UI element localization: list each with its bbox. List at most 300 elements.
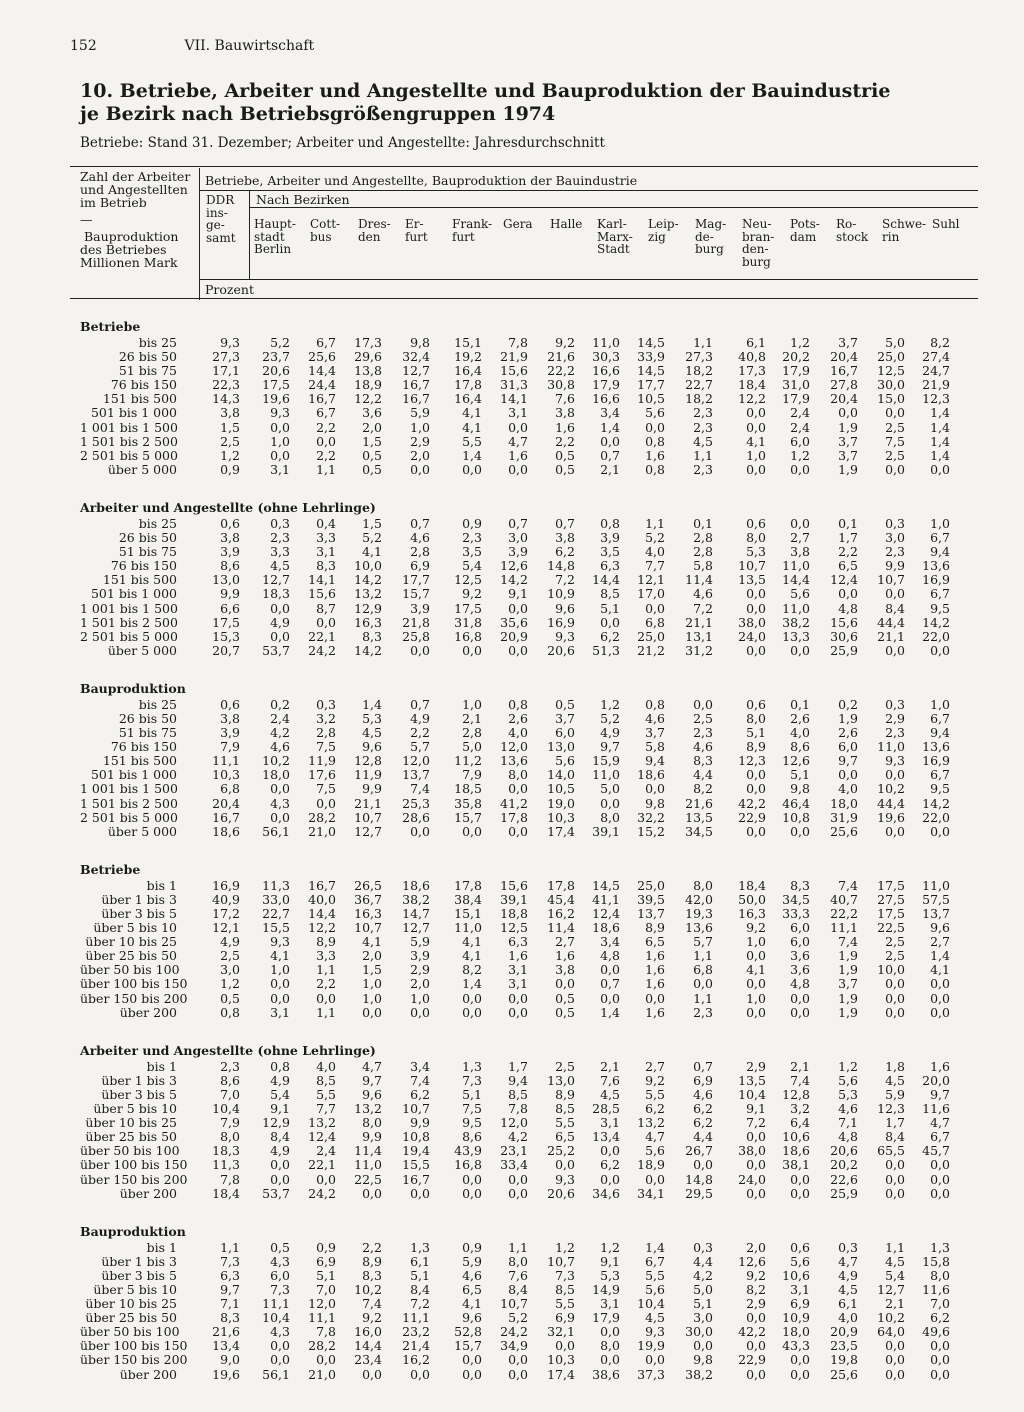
- table-cell: 0,0: [508, 600, 528, 616]
- table-row: [80, 879, 980, 893]
- table-cell: 19,3: [685, 906, 713, 921]
- table-cell: 0,0: [316, 433, 336, 449]
- table-cell: 2,2: [410, 725, 430, 741]
- table-cell: 7,5: [885, 433, 905, 449]
- table-cell: 20,4: [830, 349, 858, 365]
- table-cell: 16,3: [738, 906, 766, 921]
- table-cell: 17,9: [592, 377, 620, 393]
- table-cell: 8,4: [508, 1281, 528, 1297]
- table-cell: 37,3: [637, 1366, 665, 1382]
- table-cell: 16,7: [308, 391, 336, 407]
- row-label: 51 bis 75: [118, 725, 177, 741]
- table-cell: 1,6: [645, 447, 665, 463]
- table-cell: 19,2: [454, 349, 482, 365]
- table-row: [80, 992, 980, 1006]
- table-cell: 2,0: [362, 948, 382, 964]
- table-cell: 24,7: [922, 363, 950, 379]
- table-cell: 0,5: [362, 447, 382, 463]
- column-header-line: rin: [882, 229, 900, 244]
- table-cell: 2,5: [220, 948, 240, 964]
- column-header: [310, 218, 340, 243]
- table-cell: 5,2: [645, 530, 665, 546]
- table-cell: 25,3: [402, 795, 430, 811]
- table-cell: 16,3: [354, 614, 382, 630]
- row-label: über 10 bis 25: [85, 1115, 177, 1131]
- table-cell: 1,1: [508, 1239, 528, 1255]
- table-cell: 2,3: [693, 725, 713, 741]
- column-header-line: zig: [648, 229, 666, 244]
- table-cell: 4,1: [930, 962, 950, 978]
- table-cell: 1,2: [838, 1058, 858, 1074]
- table-cell: 6,2: [410, 1086, 430, 1102]
- table-cell: 4,1: [270, 948, 290, 964]
- table-row: [80, 1339, 980, 1353]
- table-cell: 0,0: [600, 795, 620, 811]
- row-label: über 150 bis 200: [80, 1352, 188, 1368]
- row-label: über 5 bis 10: [93, 920, 177, 936]
- table-cell: 4,5: [362, 725, 382, 741]
- table-cell: 1,6: [555, 948, 575, 964]
- table-cell: 1,3: [410, 1239, 430, 1255]
- table-cell: 1,9: [838, 1004, 858, 1020]
- table-cell: 1,0: [410, 990, 430, 1006]
- column-header: [503, 218, 533, 231]
- table-cell: 6,8: [693, 962, 713, 978]
- table-cell: 6,7: [930, 530, 950, 546]
- table-cell: 7,3: [555, 1267, 575, 1283]
- table-cell: 17,4: [547, 823, 575, 839]
- table-row: [80, 811, 980, 825]
- table-cell: 6,2: [930, 1310, 950, 1326]
- table-cell: 0,0: [746, 1157, 766, 1173]
- table-cell: 6,5: [555, 1129, 575, 1145]
- table-cell: 0,0: [462, 990, 482, 1006]
- table-cell: 9,4: [930, 544, 950, 560]
- table-cell: 4,2: [508, 1129, 528, 1145]
- table-cell: 13,5: [738, 572, 766, 588]
- table-cell: 0,0: [693, 1157, 713, 1173]
- table-cell: 9,5: [930, 600, 950, 616]
- table-cell: 0,0: [885, 1171, 905, 1187]
- table-cell: 0,0: [600, 1324, 620, 1340]
- table-cell: 29,5: [685, 1185, 713, 1201]
- table-cell: 22,1: [308, 1157, 336, 1173]
- table-cell: 19,9: [637, 1338, 665, 1354]
- table-cell: 7,8: [508, 1101, 528, 1117]
- table-cell: 0,0: [270, 1171, 290, 1187]
- table-cell: 5,5: [316, 1086, 336, 1102]
- table-cell: 11,0: [454, 920, 482, 936]
- table-cell: 14,4: [592, 572, 620, 588]
- table-cell: 35,8: [454, 795, 482, 811]
- table-cell: 0,9: [462, 515, 482, 531]
- column-header-line: Neu-: [742, 217, 772, 231]
- column-header-line: Haupt-: [254, 217, 296, 231]
- table-cell: 9,6: [362, 1086, 382, 1102]
- table-cell: 17,8: [454, 877, 482, 893]
- table-cell: 25,6: [308, 349, 336, 365]
- table-row: [80, 698, 980, 712]
- table-cell: 34,1: [637, 1185, 665, 1201]
- table-cell: 2,5: [693, 710, 713, 726]
- table-cell: 6,5: [645, 934, 665, 950]
- table-cell: 2,5: [885, 948, 905, 964]
- table-cell: 16,9: [212, 877, 240, 893]
- table-cell: 25,0: [637, 877, 665, 893]
- row-label: 26 bis 50: [118, 710, 177, 726]
- table-cell: 5,9: [885, 1086, 905, 1102]
- table-row: [80, 977, 980, 991]
- table-row: [80, 1006, 980, 1020]
- table-title-line1: 10. Betriebe, Arbeiter und Angestellte und Bauproduktion der Bauindustrie: [80, 80, 891, 102]
- row-label: über 50 bis 100: [80, 1143, 180, 1159]
- table-cell: 1,2: [600, 696, 620, 712]
- table-cell: 1,3: [462, 1058, 482, 1074]
- table-cell: 6,7: [930, 767, 950, 783]
- column-header-line: ge-: [206, 218, 225, 232]
- table-cell: 1,2: [220, 976, 240, 992]
- table-cell: 0,0: [746, 1366, 766, 1382]
- table-cell: 3,6: [790, 962, 810, 978]
- table-cell: 4,7: [838, 1253, 858, 1269]
- table-cell: 0,0: [508, 990, 528, 1006]
- table-cell: 0,0: [790, 823, 810, 839]
- table-cell: 0,2: [838, 696, 858, 712]
- column-header-line: Karl-: [597, 217, 627, 231]
- table-cell: 3,4: [600, 934, 620, 950]
- table-cell: 0,0: [790, 990, 810, 1006]
- column-header-line: Gera: [503, 217, 533, 231]
- table-cell: 5,5: [555, 1296, 575, 1312]
- table-cell: 19,4: [402, 1143, 430, 1159]
- table-cell: 14,5: [637, 335, 665, 350]
- table-cell: 6,0: [790, 920, 810, 936]
- table-cell: 7,9: [220, 1115, 240, 1131]
- table-cell: 0,0: [746, 586, 766, 602]
- table-cell: 4,0: [838, 781, 858, 797]
- table-cell: 13,2: [308, 1115, 336, 1131]
- column-header-line: Berlin: [254, 242, 292, 256]
- table-cell: 5,6: [645, 1143, 665, 1159]
- table-cell: 7,7: [316, 1101, 336, 1117]
- table-cell: 0,0: [270, 1352, 290, 1368]
- table-cell: 2,9: [410, 962, 430, 978]
- table-cell: 9,3: [555, 628, 575, 644]
- table-cell: 4,6: [410, 530, 430, 546]
- table-cell: 19,6: [262, 391, 290, 407]
- table-cell: 22,3: [212, 377, 240, 393]
- table-cell: 14,5: [637, 363, 665, 379]
- table-cell: 12,3: [922, 391, 950, 407]
- table-cell: 17,8: [547, 877, 575, 893]
- table-cell: 0,7: [410, 696, 430, 712]
- table-cell: 2,3: [885, 725, 905, 741]
- table-cell: 0,6: [220, 696, 240, 712]
- table-cell: 3,9: [600, 530, 620, 546]
- table-cell: 3,8: [555, 962, 575, 978]
- table-cell: 0,0: [885, 1366, 905, 1382]
- table-cell: 2,0: [746, 1239, 766, 1255]
- row-label: 26 bis 50: [118, 349, 177, 365]
- table-cell: 6,0: [270, 1267, 290, 1283]
- table-cell: 25,6: [830, 823, 858, 839]
- table-cell: 10,4: [738, 1086, 766, 1102]
- row-label: 501 bis 1 000: [90, 586, 177, 602]
- table-cell: 21,1: [685, 614, 713, 630]
- table-cell: 34,5: [782, 891, 810, 907]
- section-title: Bauproduktion: [80, 680, 186, 696]
- table-cell: 35,6: [500, 614, 528, 630]
- table-cell: 0,0: [930, 823, 950, 839]
- table-cell: 2,2: [555, 433, 575, 449]
- table-cell: 0,4: [316, 515, 336, 531]
- table-cell: 0,0: [930, 1352, 950, 1368]
- table-cell: 15,6: [500, 877, 528, 893]
- table-cell: 5,2: [362, 530, 382, 546]
- table-cell: 3,7: [645, 725, 665, 741]
- row-label: über 5 000: [107, 642, 177, 658]
- table-cell: 0,0: [930, 1157, 950, 1173]
- table-cell: 1,6: [645, 962, 665, 978]
- table-cell: 0,0: [790, 1366, 810, 1382]
- table-cell: 1,4: [930, 447, 950, 463]
- table-cell: 0,0: [316, 990, 336, 1006]
- table-cell: 1,4: [930, 419, 950, 435]
- table-cell: 0,3: [838, 1239, 858, 1255]
- table-cell: 33,9: [637, 349, 665, 365]
- table-cell: 1,0: [362, 990, 382, 1006]
- table-cell: 4,1: [462, 934, 482, 950]
- table-cell: 13,2: [354, 586, 382, 602]
- table-cell: 2,7: [555, 934, 575, 950]
- table-cell: 7,3: [270, 1281, 290, 1297]
- table-cell: 17,5: [212, 614, 240, 630]
- table-cell: 0,0: [462, 1366, 482, 1382]
- row-label: bis 1: [146, 1239, 177, 1255]
- table-cell: 9,9: [410, 1115, 430, 1131]
- table-cell: 0,0: [410, 642, 430, 658]
- table-cell: 40,9: [212, 891, 240, 907]
- table-cell: 13,7: [402, 767, 430, 783]
- table-cell: 16,9: [922, 753, 950, 769]
- table-row: [80, 517, 980, 531]
- table-cell: 21,0: [308, 823, 336, 839]
- table-cell: 3,1: [270, 1004, 290, 1020]
- table-cell: 24,4: [308, 377, 336, 393]
- table-cell: 0,0: [885, 461, 905, 477]
- table-cell: 0,8: [508, 696, 528, 712]
- table-cell: 20,9: [500, 628, 528, 644]
- table-cell: 11,3: [262, 877, 290, 893]
- table-cell: 15,2: [637, 823, 665, 839]
- table-cell: 22,5: [354, 1171, 382, 1187]
- table-row: [80, 1158, 980, 1172]
- table-cell: 18,4: [212, 1185, 240, 1201]
- row-label: über 200: [119, 1004, 177, 1020]
- row-label: 76 bis 150: [110, 558, 177, 574]
- table-cell: 0,0: [746, 600, 766, 616]
- table-cell: 11,9: [354, 767, 382, 783]
- table-cell: 0,0: [645, 990, 665, 1006]
- table-cell: 30,6: [830, 628, 858, 644]
- table-cell: 2,5: [885, 934, 905, 950]
- table-cell: 11,6: [922, 1101, 950, 1117]
- table-cell: 6,4: [790, 1115, 810, 1131]
- row-label: 26 bis 50: [118, 530, 177, 546]
- table-cell: 7,8: [220, 1171, 240, 1187]
- table-cell: 4,8: [838, 1129, 858, 1145]
- table-cell: 4,4: [693, 1129, 713, 1145]
- table-cell: 2,0: [410, 447, 430, 463]
- row-label: über 200: [119, 1366, 177, 1382]
- table-cell: 22,2: [547, 363, 575, 379]
- table-cell: 2,0: [362, 419, 382, 435]
- row-label: 501 bis 1 000: [90, 767, 177, 783]
- row-label: 1 001 bis 1 500: [80, 781, 178, 797]
- table-cell: 4,2: [270, 725, 290, 741]
- table-cell: 0,7: [410, 515, 430, 531]
- table-cell: 14,4: [308, 906, 336, 921]
- table-cell: 0,0: [790, 515, 810, 531]
- table-cell: 2,8: [410, 544, 430, 560]
- row-label: über 5 bis 10: [93, 1281, 177, 1297]
- table-cell: 20,2: [830, 1157, 858, 1173]
- table-cell: 11,9: [308, 753, 336, 769]
- table-cell: 14,1: [308, 572, 336, 588]
- table-cell: 1,2: [220, 447, 240, 463]
- table-cell: 1,6: [645, 976, 665, 992]
- table-cell: 3,1: [316, 544, 336, 560]
- table-cell: 3,1: [508, 976, 528, 992]
- table-cell: 24,2: [308, 1185, 336, 1201]
- table-cell: 8,5: [600, 586, 620, 602]
- table-cell: 7,2: [410, 1296, 430, 1312]
- row-label: 51 bis 75: [118, 363, 177, 379]
- table-cell: 4,5: [693, 433, 713, 449]
- table-cell: 1,6: [645, 1004, 665, 1020]
- table-cell: 7,7: [645, 558, 665, 574]
- table-cell: 20,9: [830, 1324, 858, 1340]
- table-cell: 13,2: [637, 1115, 665, 1131]
- table-cell: 2,8: [693, 530, 713, 546]
- table-cell: 0,0: [270, 419, 290, 435]
- table-cell: 5,1: [462, 1086, 482, 1102]
- table-cell: 1,1: [316, 461, 336, 477]
- table-cell: 1,5: [220, 419, 240, 435]
- table-cell: 5,7: [410, 739, 430, 755]
- table-cell: 0,0: [362, 1185, 382, 1201]
- table-cell: 19,8: [830, 1352, 858, 1368]
- table-cell: 16,3: [354, 906, 382, 921]
- table-cell: 5,2: [270, 335, 290, 350]
- row-label: bis 25: [138, 696, 177, 712]
- table-cell: 0,0: [508, 1171, 528, 1187]
- table-cell: 0,0: [790, 461, 810, 477]
- table-cell: 10,6: [782, 1267, 810, 1283]
- table-cell: 17,5: [454, 600, 482, 616]
- table-row: [80, 1102, 980, 1116]
- table-cell: 4,2: [693, 1267, 713, 1283]
- row-label: über 200: [119, 1185, 177, 1201]
- table-cell: 16,7: [402, 377, 430, 393]
- column-header: [550, 218, 582, 231]
- table-cell: 0,6: [790, 1239, 810, 1255]
- table-cell: 10,2: [354, 1281, 382, 1297]
- table-row: [80, 1353, 980, 1367]
- table-cell: 6,9: [316, 1253, 336, 1269]
- nach-bezirken-label: Nach Bezirken: [256, 192, 350, 207]
- table-cell: 15,6: [830, 614, 858, 630]
- table-cell: 22,6: [830, 1171, 858, 1187]
- table-cell: 0,0: [885, 1338, 905, 1354]
- table-cell: 38,2: [685, 1366, 713, 1382]
- table-cell: 0,0: [645, 1171, 665, 1187]
- table-cell: 25,9: [830, 642, 858, 658]
- table-cell: 9,4: [930, 725, 950, 741]
- table-cell: 0,0: [885, 990, 905, 1006]
- table-cell: 5,5: [555, 1115, 575, 1131]
- table-cell: 10,5: [637, 391, 665, 407]
- table-cell: 38,4: [454, 891, 482, 907]
- table-cell: 42,2: [738, 795, 766, 811]
- table-cell: 17,5: [877, 906, 905, 921]
- table-cell: 0,0: [645, 600, 665, 616]
- table-cell: 7,4: [410, 1072, 430, 1088]
- table-cell: 1,7: [508, 1058, 528, 1074]
- table-cell: 1,0: [746, 934, 766, 950]
- table-cell: 0,0: [270, 1157, 290, 1173]
- table-cell: 13,8: [354, 363, 382, 379]
- table-cell: 9,6: [555, 600, 575, 616]
- table-cell: 12,0: [308, 1296, 336, 1312]
- table-cell: 0,0: [930, 976, 950, 992]
- table-cell: 45,4: [547, 891, 575, 907]
- table-cell: 12,9: [262, 1115, 290, 1131]
- table-cell: 4,1: [462, 419, 482, 435]
- table-cell: 7,0: [930, 1296, 950, 1312]
- table-cell: 3,7: [838, 976, 858, 992]
- table-cell: 9,7: [838, 753, 858, 769]
- table-cell: 12,0: [500, 1115, 528, 1131]
- row-label: 51 bis 75: [118, 544, 177, 560]
- table-cell: 15,6: [308, 586, 336, 602]
- table-cell: 53,7: [262, 642, 290, 658]
- table-cell: 4,8: [600, 948, 620, 964]
- table-cell: 0,0: [885, 1352, 905, 1368]
- row-label: bis 1: [146, 1058, 177, 1074]
- row-label: bis 25: [138, 335, 177, 350]
- table-cell: 8,0: [508, 1253, 528, 1269]
- table-cell: 17,9: [782, 391, 810, 407]
- table-cell: 4,7: [645, 1129, 665, 1145]
- table-cell: 3,4: [600, 405, 620, 421]
- column-header-line: Stadt: [597, 242, 630, 256]
- table-cell: 4,9: [270, 614, 290, 630]
- table-cell: 0,3: [270, 515, 290, 531]
- table-cell: 2,4: [316, 1143, 336, 1159]
- table-cell: 3,7: [838, 433, 858, 449]
- row-label: 76 bis 150: [110, 377, 177, 393]
- table-cell: 8,4: [885, 1129, 905, 1145]
- table-cell: 15,0: [877, 391, 905, 407]
- table-cell: 0,0: [600, 990, 620, 1006]
- table-cell: 0,0: [746, 1310, 766, 1326]
- table-cell: 18,6: [637, 767, 665, 783]
- table-cell: 11,1: [830, 920, 858, 936]
- table-cell: 16,6: [592, 363, 620, 379]
- table-row: [80, 559, 980, 573]
- table-cell: 44,4: [877, 795, 905, 811]
